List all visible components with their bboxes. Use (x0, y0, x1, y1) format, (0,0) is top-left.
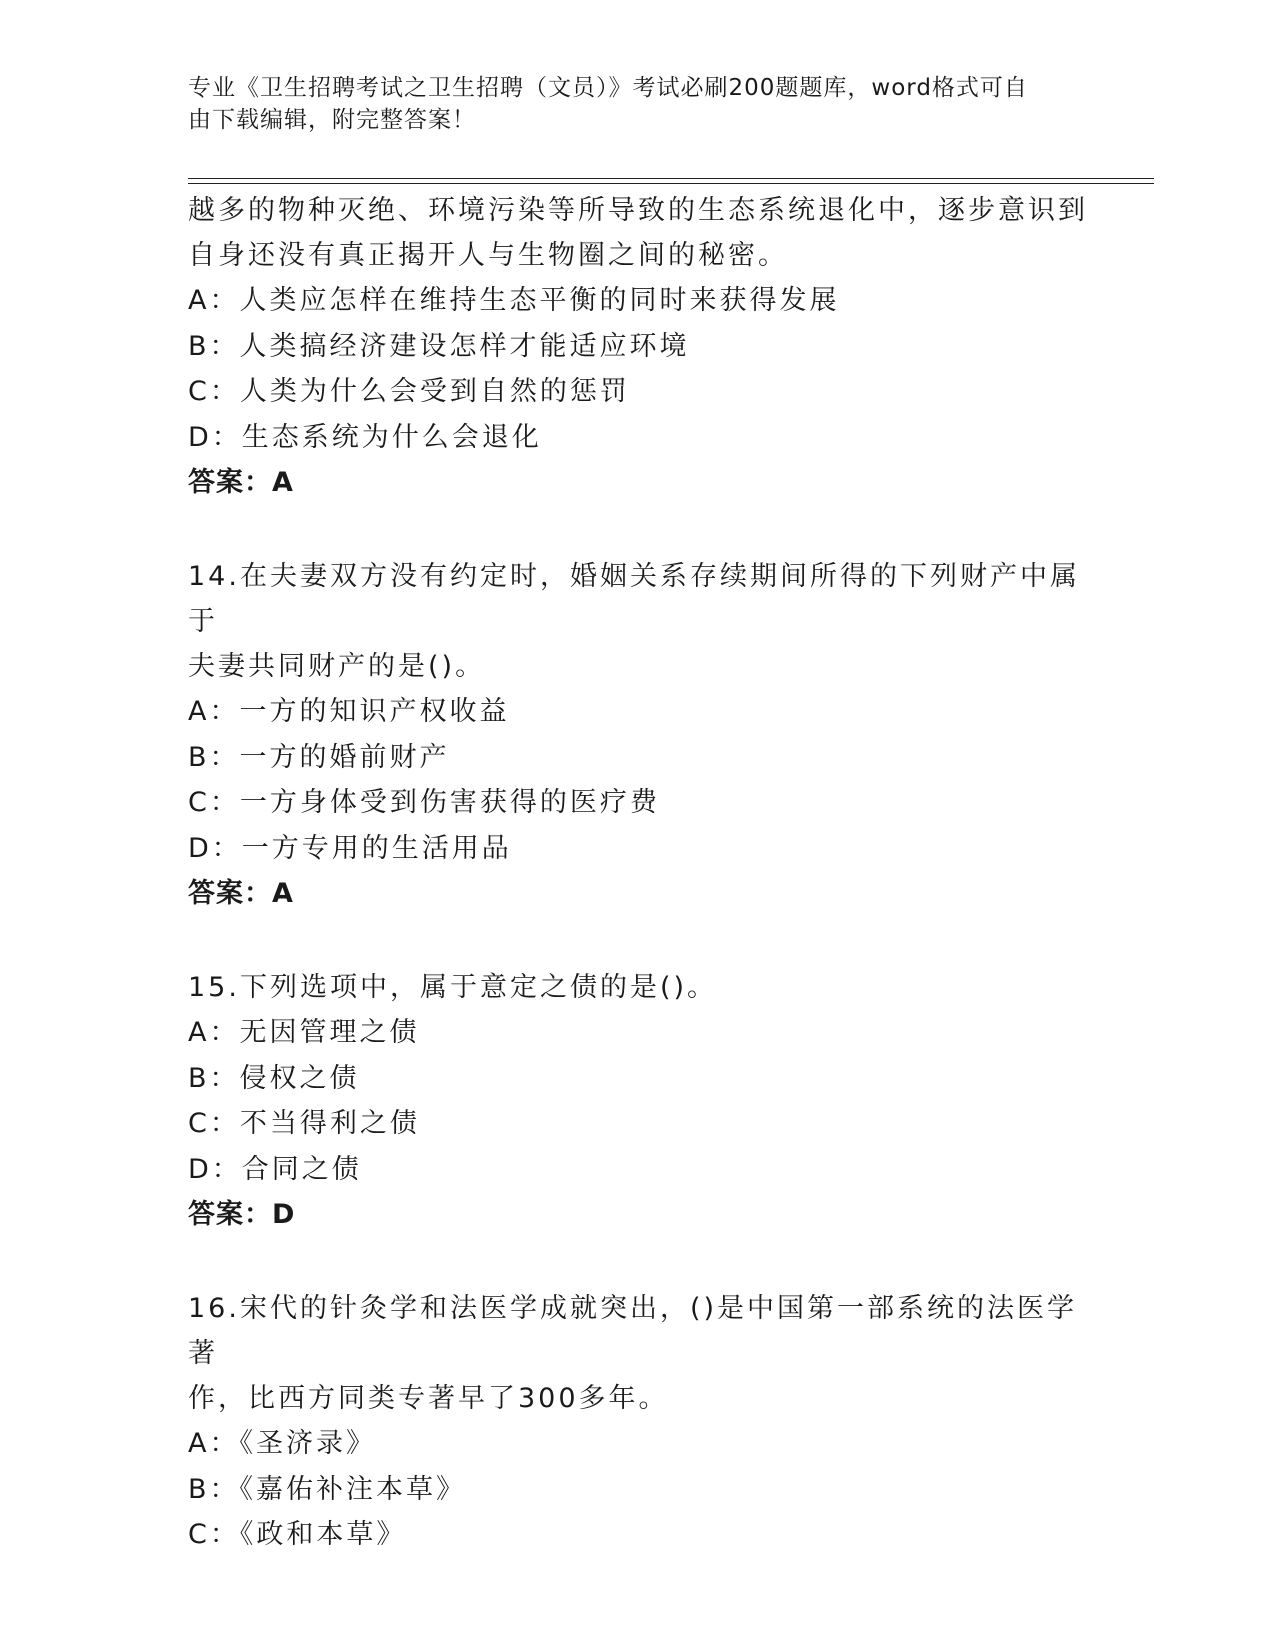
question-13 (188, 188, 1088, 506)
question-16 (188, 1286, 1088, 1558)
option-b: B：《嘉佑补注本草》 (188, 1473, 467, 1505)
question-text-line: 作，比西方同类专著早了300多年。 (188, 1383, 669, 1414)
header-line-1: 专业《卫生招聘考试之卫生招聘（文员）》考试必刷200题题库，word格式可自 (188, 75, 1028, 101)
option-c: C：一方身体受到伤害获得的医疗费 (188, 787, 660, 818)
answer-line: 答案：A (188, 467, 294, 498)
question-text-line: 夫妻共同财产的是()。 (188, 651, 486, 682)
question-text-line: 16.宋代的针灸学和法医学成就突出，()是中国第一部系统的法医学著 (188, 1293, 1078, 1369)
header-line-2: 由下载编辑，附完整答案！ (188, 107, 476, 133)
option-c: C：人类为什么会受到自然的惩罚 (188, 376, 630, 407)
option-a: A：无因管理之债 (188, 1017, 420, 1048)
question-15 (188, 965, 1088, 1238)
question-list (188, 188, 1088, 1558)
question-text-line: 自身还没有真正揭开人与生物圈之间的秘密。 (188, 240, 788, 271)
header-rule-bottom (188, 183, 1154, 184)
option-d: D：合同之债 (188, 1153, 362, 1185)
option-c: C：不当得利之债 (188, 1108, 420, 1139)
option-a: A：一方的知识产权收益 (188, 696, 510, 727)
option-a: A：人类应怎样在维持生态平衡的同时来获得发展 (188, 285, 840, 316)
option-b: B：侵权之债 (188, 1062, 360, 1094)
option-b: B：人类搞经济建设怎样才能适应环境 (188, 330, 690, 362)
answer-line: 答案：D (188, 1199, 296, 1230)
option-d: D：生态系统为什么会退化 (188, 421, 542, 453)
header-rule-top (188, 178, 1154, 179)
answer-line: 答案：A (188, 878, 294, 909)
question-text-line: 越多的物种灭绝、环境污染等所导致的生态系统退化中，逐步意识到 (188, 195, 1088, 226)
question-text-line: 15.下列选项中，属于意定之债的是()。 (188, 972, 718, 1003)
question-text-line: 14.在夫妻双方没有约定时，婚姻关系存续期间所得的下列财产中属于 (188, 561, 1080, 637)
option-b: B：一方的婚前财产 (188, 741, 450, 773)
option-c: C：《政和本草》 (188, 1519, 407, 1550)
question-14 (188, 554, 1088, 917)
option-a: A：《圣济录》 (188, 1428, 376, 1459)
document-header (188, 72, 1068, 136)
option-d: D：一方专用的生活用品 (188, 832, 512, 864)
